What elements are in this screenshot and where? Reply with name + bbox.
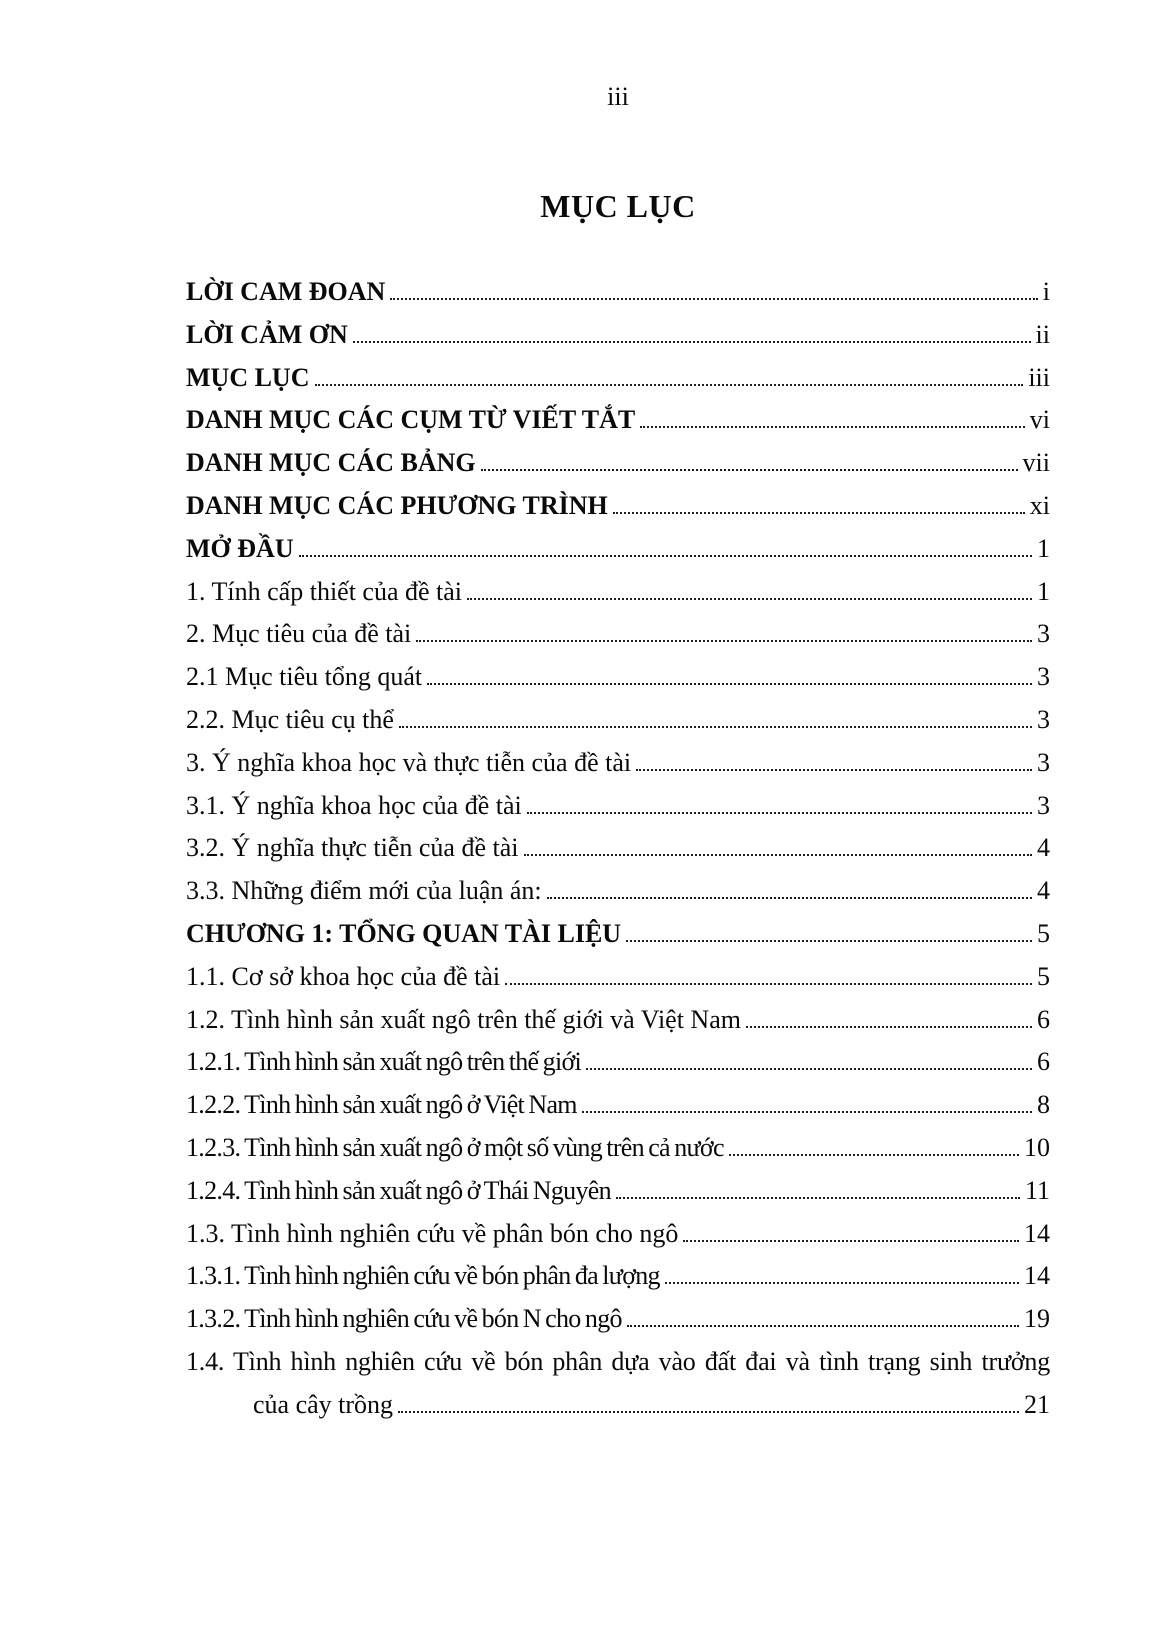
toc-dot-leader [640, 426, 1025, 428]
toc-dot-leader [299, 555, 1032, 557]
toc-page-number: 6 [1037, 1004, 1050, 1034]
toc-page-number: iii [1028, 362, 1050, 392]
toc-entry-label: 1.2.1. Tình hình sản xuất ngô trên thế giới [186, 1047, 582, 1077]
toc-entry-label: 1.3. Tình hình nghiên cứu về phân bón cho ngô [186, 1218, 679, 1248]
toc-entry-label: 1.4. Tình hình nghiên cứu về bón phân dựa vào đất đai và tình trạng sinh trưởng [186, 1346, 1050, 1376]
toc-entry-label: 1.3.2. Tình hình nghiên cứu về bón N cho ngô [186, 1304, 622, 1334]
toc-row [186, 1341, 1050, 1384]
toc-page-number: 3 [1037, 747, 1050, 777]
toc-row [186, 1255, 1050, 1298]
toc-row [186, 271, 1050, 314]
toc-row [186, 442, 1050, 485]
toc-dot-leader [398, 1411, 1019, 1413]
toc-entry-label: DANH MỤC CÁC PHƯƠNG TRÌNH [186, 490, 608, 520]
toc-page-number: xi [1029, 490, 1050, 520]
toc-dot-leader [353, 341, 1031, 343]
toc-entry-label: DANH MỤC CÁC CỤM TỪ VIẾT TẮT [186, 405, 636, 435]
toc-row [186, 357, 1050, 400]
toc-dot-leader [505, 983, 1032, 985]
toc-row [186, 314, 1050, 357]
toc-entry-label: của cây trồng [253, 1389, 394, 1419]
toc-entry-label: 1. Tính cấp thiết của đề tài [186, 576, 463, 606]
toc-page-number: 3 [1037, 790, 1050, 820]
toc-dot-leader [399, 726, 1032, 728]
toc-dot-leader [729, 1154, 1019, 1156]
toc-dot-leader [636, 769, 1032, 771]
toc-dot-leader [467, 598, 1032, 600]
toc-entry-label: 1.3.1. Tình hình nghiên cứu về bón phân đa lượng [186, 1261, 660, 1291]
toc-dot-leader [416, 640, 1032, 642]
toc-page-number: 11 [1024, 1175, 1050, 1205]
toc-dot-leader [683, 1240, 1019, 1242]
toc-entry-label: 1.2.3. Tình hình sản xuất ngô ở một số vùng trên cả nước [186, 1132, 724, 1162]
toc-row [186, 956, 1050, 999]
toc-dot-leader [626, 940, 1032, 942]
toc-page-number: 10 [1024, 1132, 1050, 1162]
toc-row [186, 528, 1050, 571]
toc-dot-leader [582, 1111, 1032, 1113]
page-number: iii [607, 82, 629, 111]
toc-dot-leader [315, 384, 1024, 386]
toc-dot-leader [481, 469, 1018, 471]
toc-dot-leader [427, 683, 1032, 685]
toc-page-number: 3 [1037, 662, 1050, 692]
toc-row [186, 485, 1050, 528]
toc-row [186, 742, 1050, 785]
toc-page-number: 21 [1024, 1389, 1050, 1419]
toc-row [186, 399, 1050, 442]
toc-dot-leader [746, 1026, 1032, 1028]
toc-page-number: 3 [1037, 704, 1050, 734]
toc-entry-label: 1.2. Tình hình sản xuất ngô trên thế giới và Việt Nam [186, 1004, 741, 1034]
toc-page-number: 1 [1037, 576, 1050, 606]
toc-row [186, 571, 1050, 614]
toc-row [186, 613, 1050, 656]
toc-entry-label: 1.2.2. Tình hình sản xuất ngô ở Việt Nam [186, 1090, 577, 1120]
toc-entry-label: 3.1. Ý nghĩa khoa học của đề tài [186, 790, 522, 820]
toc-row [186, 870, 1050, 913]
toc-row [186, 656, 1050, 699]
toc-dot-leader [586, 1068, 1032, 1070]
toc-page-number: 5 [1037, 918, 1050, 948]
toc-entry-label: 3. Ý nghĩa khoa học và thực tiễn của đề tài [186, 747, 632, 777]
toc-dot-leader [547, 897, 1032, 899]
toc-row [186, 699, 1050, 742]
toc-entry-label: 2.1 Mục tiêu tổng quát [186, 662, 423, 692]
toc-row [186, 827, 1050, 870]
toc-dot-leader [527, 812, 1032, 814]
toc-entry-label: 2. Mục tiêu của đề tài [186, 619, 412, 649]
toc-row [186, 1127, 1050, 1170]
toc-dot-leader [613, 512, 1025, 514]
toc-entry-label: CHƯƠNG 1: TỔNG QUAN TÀI LIỆU [186, 918, 622, 948]
toc-page-number: i [1042, 277, 1050, 306]
toc-entry-label: 2.2. Mục tiêu cụ thể [186, 704, 394, 734]
toc-entry-label: MỤC LỤC [186, 362, 310, 392]
toc-row [186, 1298, 1050, 1341]
toc-entry-label: DANH MỤC CÁC BẢNG [186, 448, 476, 478]
page-title: MỤC LỤC [540, 188, 696, 224]
toc-entry-label: MỞ ĐẦU [186, 533, 294, 563]
toc-page-number: 5 [1037, 961, 1050, 991]
toc-page-number: 1 [1037, 533, 1050, 563]
toc-page-number: 4 [1037, 833, 1050, 863]
toc-dot-leader [616, 1197, 1020, 1199]
toc-row [186, 785, 1050, 828]
toc-page-number: 8 [1037, 1090, 1050, 1120]
toc-entry-label: LỜI CẢM ƠN [186, 319, 348, 349]
toc-row [186, 1213, 1050, 1256]
toc-page-number: vi [1029, 405, 1050, 435]
toc-page-number: 4 [1037, 876, 1050, 906]
toc-page-number: 6 [1037, 1047, 1050, 1077]
toc-entry-label: 1.2.4. Tình hình sản xuất ngô ở Thái Nguyên [186, 1175, 611, 1205]
toc-page-number: vii [1022, 448, 1050, 478]
toc-page-number: 19 [1024, 1304, 1050, 1334]
toc-dot-leader [390, 298, 1037, 300]
toc-dot-leader [665, 1282, 1019, 1284]
toc-page-number: 3 [1037, 619, 1050, 649]
toc-entry-label: 1.1. Cơ sở khoa học của đề tài [186, 961, 501, 991]
toc-row [186, 1041, 1050, 1084]
toc-page-number: ii [1035, 319, 1050, 349]
toc-dot-leader [627, 1325, 1019, 1327]
toc-page-number: 14 [1024, 1261, 1050, 1291]
toc-row [186, 999, 1050, 1042]
toc-list [186, 271, 1050, 1427]
toc-entry-label: 3.3. Những điểm mới của luận án: [186, 876, 542, 906]
toc-page-number: 14 [1024, 1218, 1050, 1248]
toc-dot-leader [524, 854, 1033, 856]
toc-entry-label: 3.2. Ý nghĩa thực tiễn của đề tài [186, 833, 519, 863]
toc-row [186, 1170, 1050, 1213]
toc-row [186, 1384, 1050, 1427]
toc-row [186, 1084, 1050, 1127]
toc-row [186, 913, 1050, 956]
toc-entry-label: LỜI CAM ĐOAN [186, 277, 386, 306]
